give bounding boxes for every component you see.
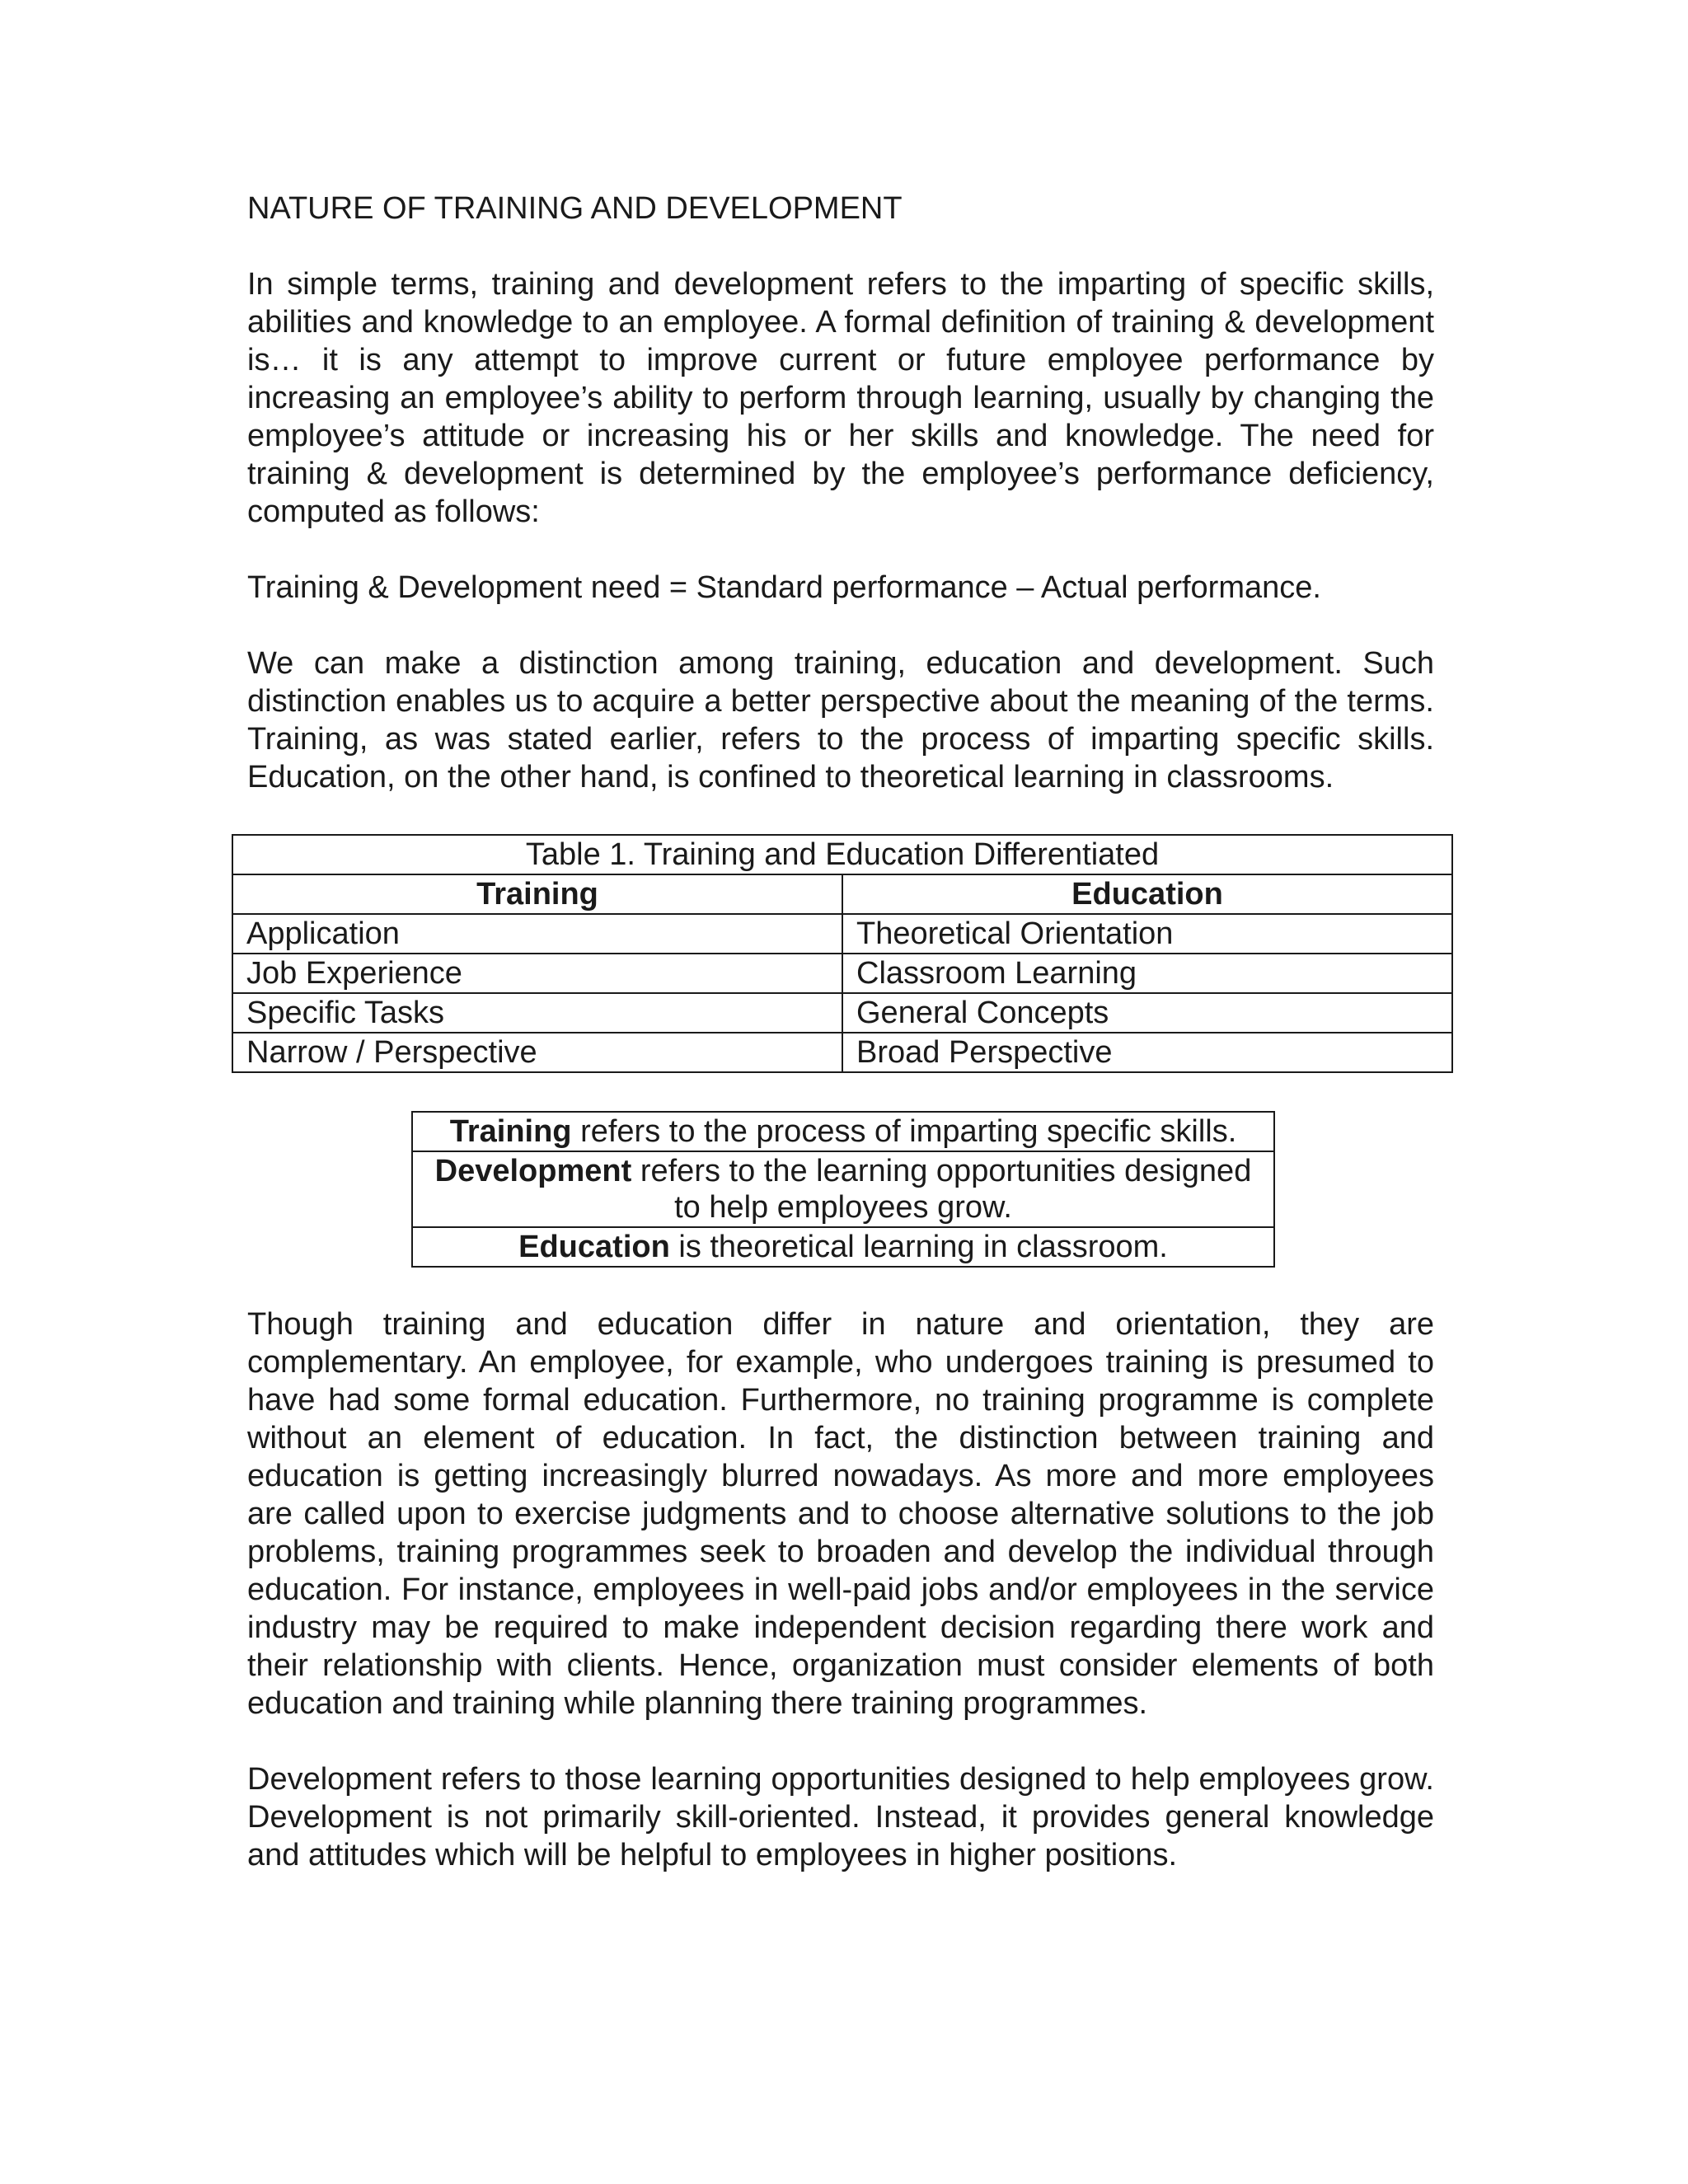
table-cell: Broad Perspective	[842, 1033, 1452, 1072]
definition-term: Education	[518, 1230, 670, 1264]
table-cell: Theoretical Orientation	[842, 914, 1452, 954]
table-cell: Classroom Learning	[842, 954, 1452, 993]
intro-paragraph: In simple terms, training and development refers to the imparting of specific skills, abilities and knowledge to an employee. A formal definition of training & development is… it is any attempt to improve current or future employee performance by increasing an employee’s ability to perform through learning, usually by changing the employee’s attitude or increasing his or her skills and knowledge. The need for training & development is determined by the employee’s performance deficiency, computed as follows:	[247, 267, 1434, 529]
definition-cell	[412, 1151, 1274, 1227]
definitions-box-wrapper	[411, 1111, 1275, 1268]
distinction-paragraph: We can make a distinction among training, education and development. Such distinction enables us to acquire a better perspective about the meaning of the terms. Training, as was stated earlier, refers to the process of imparting specific skills. Education, on the other hand, is confined to theoretical learning in classrooms.	[247, 646, 1434, 794]
definition-cell	[412, 1112, 1274, 1151]
table-cell: Specific Tasks	[232, 993, 842, 1033]
definition-text: refers to the process of imparting specific skills.	[571, 1114, 1237, 1149]
definitions-table	[411, 1111, 1275, 1268]
table-cell: Application	[232, 914, 842, 954]
table-caption: Table 1. Training and Education Differentiated	[232, 835, 1452, 874]
table-caption-row	[232, 835, 1452, 874]
table-row	[232, 993, 1452, 1033]
complementary-paragraph: Though training and education differ in nature and orientation, they are complementary. An employee, for example, who undergoes training is presumed to have had some formal education. Furthermore, no training programme is complete without an element of education. In fact, the distinction between training and education is getting increasingly blurred nowadays. As more and more employees are called upon to exercise judgments and to choose alternative solutions to the job problems, training programmes seek to broaden and develop the individual through education. For instance, employees in well-paid jobs and/or employees in the service industry may be required to make independent decision regarding there work and their relationship with clients. Hence, organization must consider elements of both education and training while planning there training programmes.	[247, 1307, 1434, 1721]
document-body	[247, 190, 1434, 1912]
development-paragraph: Development refers to those learning opportunities designed to help employees grow. Development is not primarily skill-oriented. Instead, it provides general knowledge and attitudes which will be helpful to employees in higher positions.	[247, 1762, 1434, 1872]
need-formula: Training & Development need = Standard performance – Actual performance.	[247, 570, 1321, 605]
definition-row-development	[412, 1151, 1274, 1227]
training-education-table	[232, 834, 1453, 1073]
column-header-training: Training	[232, 874, 842, 914]
table-row	[232, 954, 1452, 993]
table-cell: General Concepts	[842, 993, 1452, 1033]
page-title: NATURE OF TRAINING AND DEVELOPMENT	[247, 191, 903, 226]
definition-cell	[412, 1227, 1274, 1267]
table-cell: Narrow / Perspective	[232, 1033, 842, 1072]
definition-text: refers to the learning opportunities designed to help employees grow.	[631, 1154, 1252, 1225]
table-row	[232, 1033, 1452, 1072]
definition-term: Training	[449, 1114, 572, 1149]
table-row	[232, 914, 1452, 954]
definition-text: is theoretical learning in classroom.	[669, 1230, 1168, 1264]
definition-row-education	[412, 1227, 1274, 1267]
comparison-table-wrapper	[232, 834, 1453, 1073]
table-header-row	[232, 874, 1452, 914]
table-cell: Job Experience	[232, 954, 842, 993]
definition-term: Development	[434, 1154, 632, 1188]
definition-row-training	[412, 1112, 1274, 1151]
column-header-education: Education	[842, 874, 1452, 914]
